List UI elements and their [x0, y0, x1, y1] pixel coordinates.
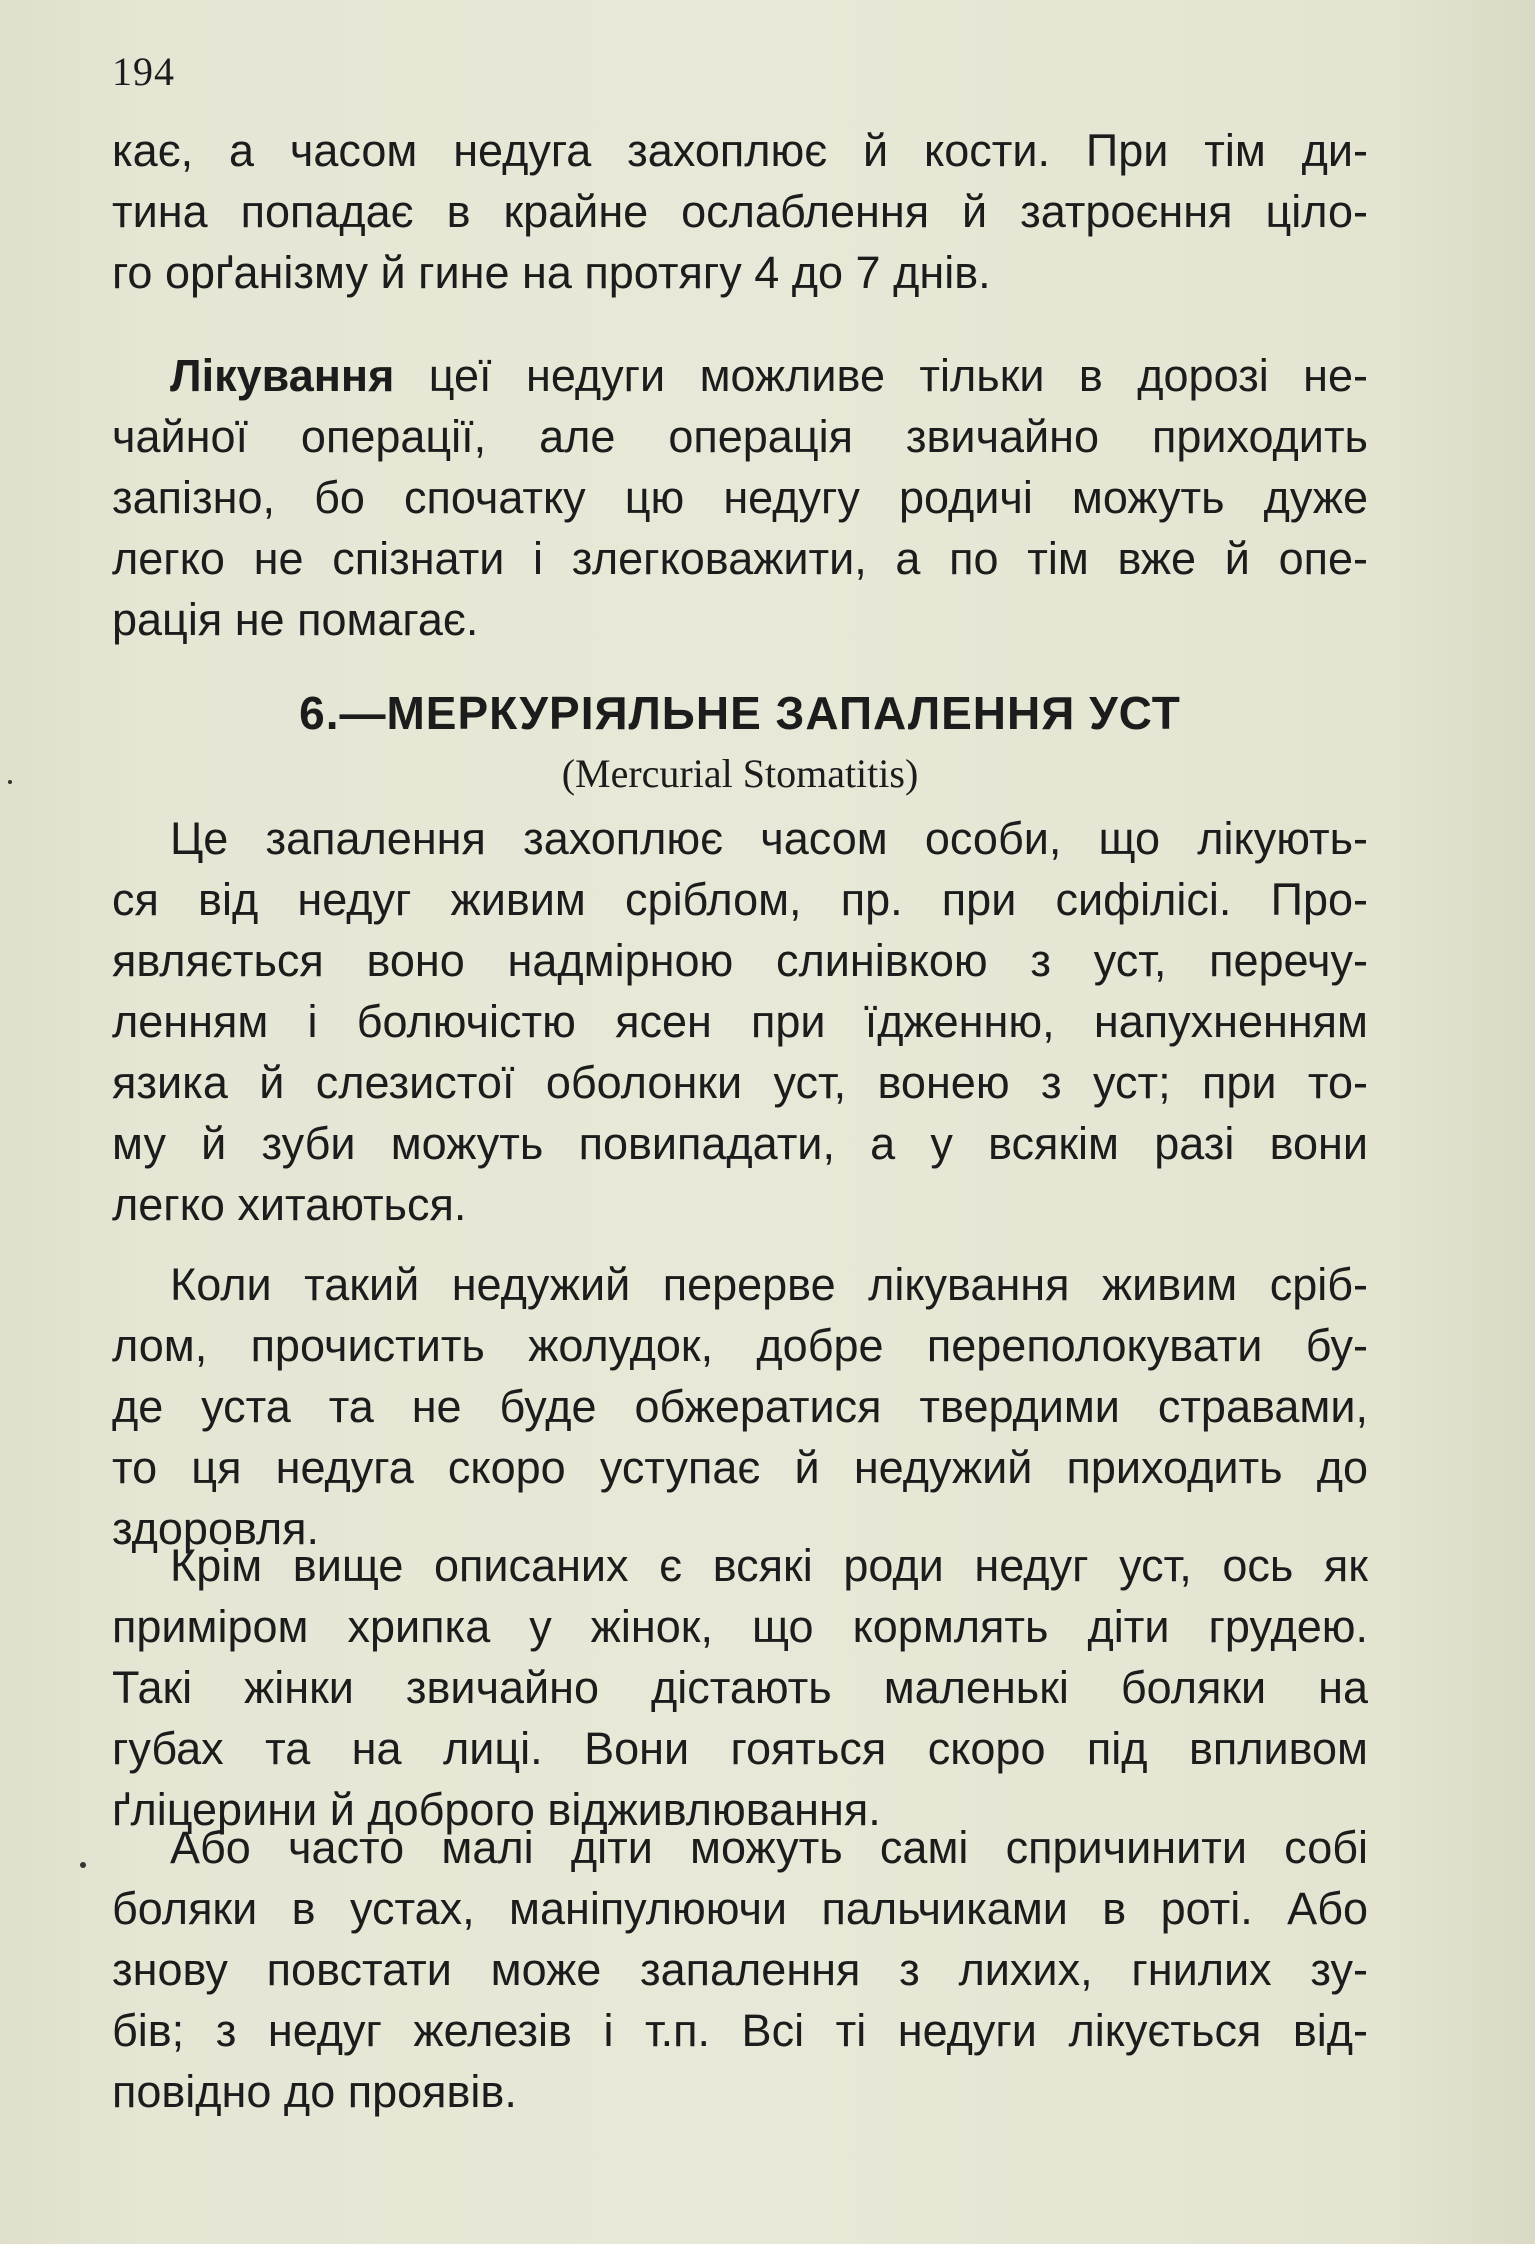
paragraph-lead-word: Лікування — [170, 350, 395, 401]
text-line: язика й слезистої оболонки уст, вонею з уст; при то- — [112, 1057, 1368, 1108]
text-line: кає, а часом недуга захоплює й кости. При тім ди- — [112, 125, 1368, 176]
text-line: му й зуби можуть повипадати, а у всякім разі вони — [112, 1118, 1368, 1169]
paragraph-1 — [112, 120, 1368, 303]
text-line: тина попадає в крайне ослаблення й затроєння ціло- — [112, 186, 1368, 237]
text-line: рація не помагає. — [112, 594, 479, 645]
text-line: повідно до проявів. — [112, 2066, 517, 2117]
paragraph-treatment — [112, 345, 1368, 650]
print-speck — [80, 1862, 86, 1868]
paragraph-4 — [112, 1254, 1368, 1559]
text-line — [112, 345, 1368, 406]
text-line: Такі жінки звичайно дістають маленькі боляки на — [112, 1662, 1368, 1713]
text-line: лом, прочистить жолудок, добре переполокувати бу- — [112, 1320, 1368, 1371]
text-line: Це запалення захоплює часом особи, що лікують- — [170, 813, 1368, 864]
text-line: запізно, бо спочатку цю недугу родичі можуть дуже — [112, 472, 1368, 523]
text-line: го орґанізму й гине на протягу 4 до 7 днів. — [112, 247, 991, 298]
text-line: знову повстати може запалення з лихих, гнилих зу- — [112, 1944, 1368, 1995]
text-line: то ця недуга скоро уступає й недужий приходить до — [112, 1442, 1368, 1493]
text-line: Або часто малі діти можуть самі спричинити собі — [170, 1822, 1368, 1873]
text-line: Крім вище описаних є всякі роди недуг уст, ось як — [170, 1540, 1368, 1591]
text-line: де уста та не буде обжератися твердими стравами, — [112, 1381, 1368, 1432]
section-title: 6.—МЕРКУРІЯЛЬНЕ ЗАПАЛЕННЯ УСТ — [299, 687, 1181, 739]
text-line: боляки в устах, маніпулюючи пальчиками в роті. Або — [112, 1883, 1368, 1934]
text-line: ся від недуг живим сріблом, пр. при сифілісі. Про- — [112, 874, 1368, 925]
text-line: приміром хрипка у жінок, що кормлять діти грудею. — [112, 1601, 1368, 1652]
text-line: легко хитаються. — [112, 1179, 467, 1230]
text-line-rest: цеї недуги можливе тільки в дорозі не- — [394, 350, 1368, 401]
text-line: губах та на лиці. Вони гояться скоро під впливом — [112, 1723, 1368, 1774]
text-line: ленням і болючістю ясен при їдженню, напухненням — [112, 996, 1368, 1047]
paragraph-3 — [112, 808, 1368, 1235]
text-line: здоровля. — [112, 1503, 319, 1554]
text-line: ґліцерини й доброго відживлювання. — [112, 1784, 881, 1835]
text-line: Коли такий недужий перерве лікування живим сріб- — [170, 1259, 1368, 1310]
paragraph-6 — [112, 1817, 1368, 2122]
section-subtitle: (Mercurial Stomatitis) — [561, 751, 919, 796]
text-line: чайної операції, але операція звичайно приходить — [112, 411, 1368, 462]
print-speck — [8, 780, 12, 784]
paragraph-5 — [112, 1535, 1368, 1840]
page-number: 194 — [112, 49, 175, 94]
text-line: являється воно надмірною слинівкою з уст, перечу- — [112, 935, 1368, 986]
text-line: легко не спізнати і злегковажити, а по тім вже й опе- — [112, 533, 1368, 584]
text-line: бів; з недуг железів і т.п. Всі ті недуги лікується від- — [112, 2005, 1368, 2056]
